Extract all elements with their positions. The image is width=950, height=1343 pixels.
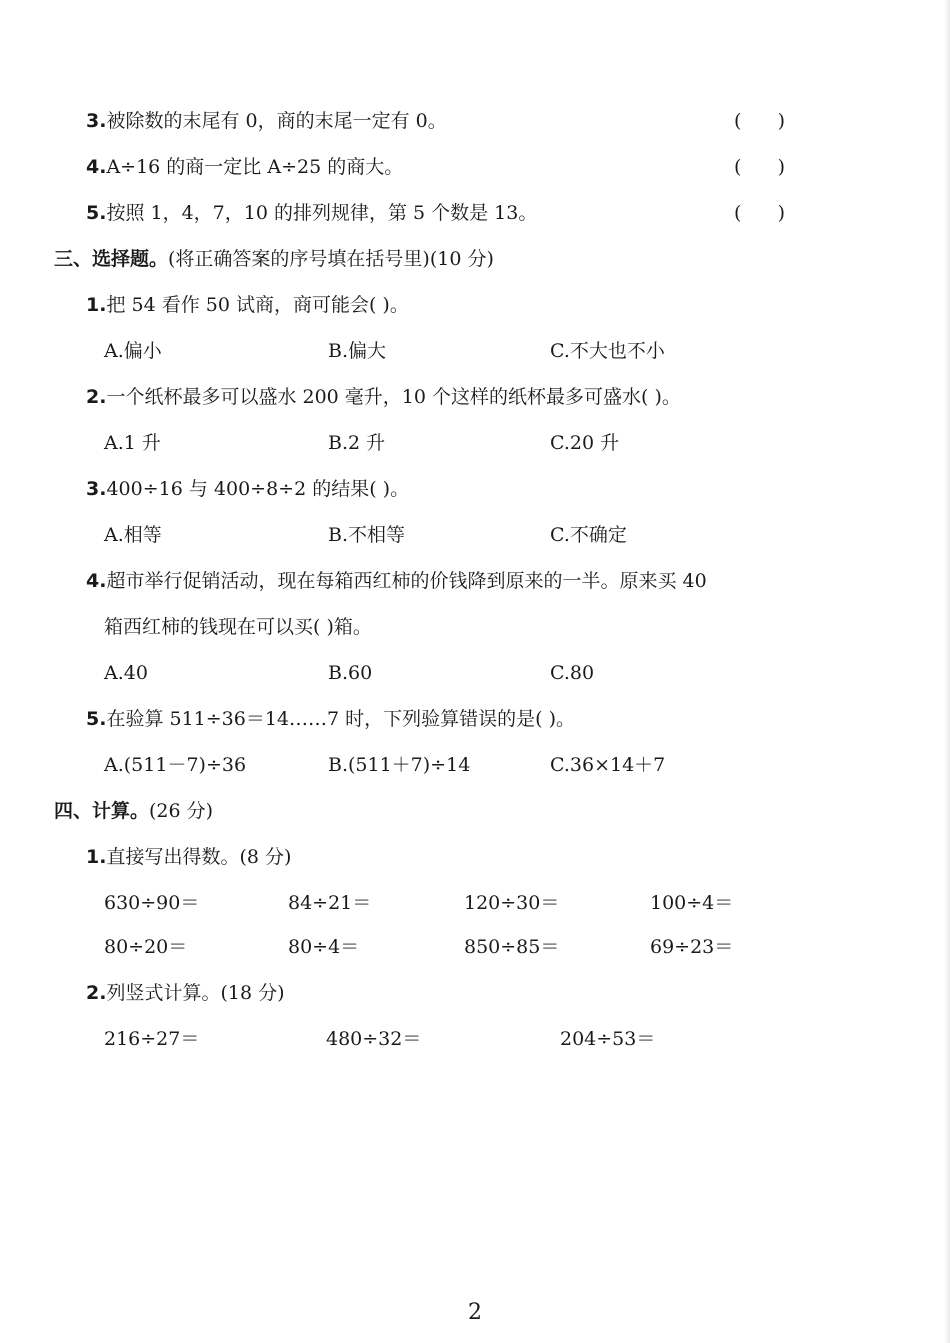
option-b[interactable]: B.偏大 [328,340,387,362]
calc-problem[interactable]: 84÷21＝ [288,892,372,914]
option-b[interactable]: B.不相等 [328,524,406,546]
section-note: (将正确答案的序号填在括号里)(10 分) [168,248,494,270]
question-text: 把 54 看作 50 试商，商可能会( )。 [106,294,409,316]
choice-question-4-continued: 箱西红柿的钱现在可以买( )箱。 [104,616,372,638]
part-number: 2. [86,982,107,1004]
calc-problem[interactable]: 100÷4＝ [650,892,734,914]
option-a[interactable]: A.1 升 [104,432,161,454]
question-text: 400÷16 与 400÷8÷2 的结果( )。 [106,478,410,500]
choice-question-3 [86,476,409,502]
judgement-item-5 [86,200,537,226]
part-title: 列竖式计算。(18 分) [106,982,285,1004]
answer-parentheses[interactable]: ( ) [734,110,786,132]
page-number: 2 [468,1300,482,1325]
calc-problem[interactable]: 80÷4＝ [288,936,360,958]
judgement-item-3 [86,108,447,134]
section-note: (26 分) [149,800,214,822]
calc-problem[interactable]: 120÷30＝ [464,892,560,914]
calc-problem[interactable]: 69÷23＝ [650,936,734,958]
option-a[interactable]: A.40 [104,662,148,684]
section-heading-calc [54,798,213,824]
answer-parentheses[interactable]: ( ) [734,202,786,224]
option-a[interactable]: A.(511－7)÷36 [104,754,247,776]
option-b[interactable]: B.(511＋7)÷14 [328,754,471,776]
vertical-calc-problem[interactable]: 216÷27＝ [104,1028,200,1050]
vertical-calc-problem[interactable]: 480÷32＝ [326,1028,422,1050]
item-number: 5. [86,202,107,224]
section-title: 三、选择题。 [54,248,169,270]
section-title: 四、计算。 [54,800,150,822]
calc-part-1-title [86,844,291,870]
part-title: 直接写出得数。(8 分) [106,846,292,868]
calc-problem[interactable]: 850÷85＝ [464,936,560,958]
question-number: 2. [86,386,107,408]
part-number: 1. [86,846,107,868]
question-number: 1. [86,294,107,316]
choice-question-5 [86,706,575,732]
option-c[interactable]: C.80 [550,662,595,684]
choice-question-4 [86,568,707,594]
option-c[interactable]: C.不确定 [550,524,627,546]
option-c[interactable]: C.不大也不小 [550,340,665,362]
choice-question-2 [86,384,681,410]
option-a[interactable]: A.偏小 [104,340,162,362]
choice-question-1 [86,292,409,318]
item-text: 被除数的末尾有 0，商的末尾一定有 0。 [106,110,447,132]
item-text: 按照 1，4，7，10 的排列规律，第 5 个数是 13。 [106,202,538,224]
option-c[interactable]: C.20 升 [550,432,620,454]
calc-problem[interactable]: 630÷90＝ [104,892,200,914]
calc-problem[interactable]: 80÷20＝ [104,936,188,958]
option-a[interactable]: A.相等 [104,524,162,546]
vertical-calc-problem[interactable]: 204÷53＝ [560,1028,656,1050]
question-text: 超市举行促销活动，现在每箱西红柿的价钱降到原来的一半。原来买 40 [106,570,707,592]
option-b[interactable]: B.60 [328,662,373,684]
answer-parentheses[interactable]: ( ) [734,156,786,178]
item-number: 3. [86,110,107,132]
question-text: 在验算 511÷36＝14……7 时，下列验算错误的是( )。 [106,708,576,730]
section-heading-choice [54,246,494,272]
item-number: 4. [86,156,107,178]
judgement-item-4 [86,154,403,180]
question-number: 5. [86,708,107,730]
question-number: 4. [86,570,107,592]
page-edge-shadow [944,0,950,1343]
question-number: 3. [86,478,107,500]
item-text: A÷16 的商一定比 A÷25 的商大。 [106,156,404,178]
option-c[interactable]: C.36×14＋7 [550,754,666,776]
calc-part-2-title [86,980,285,1006]
option-b[interactable]: B.2 升 [328,432,386,454]
question-text: 一个纸杯最多可以盛水 200 毫升，10 个这样的纸杯最多可盛水( )。 [106,386,681,408]
